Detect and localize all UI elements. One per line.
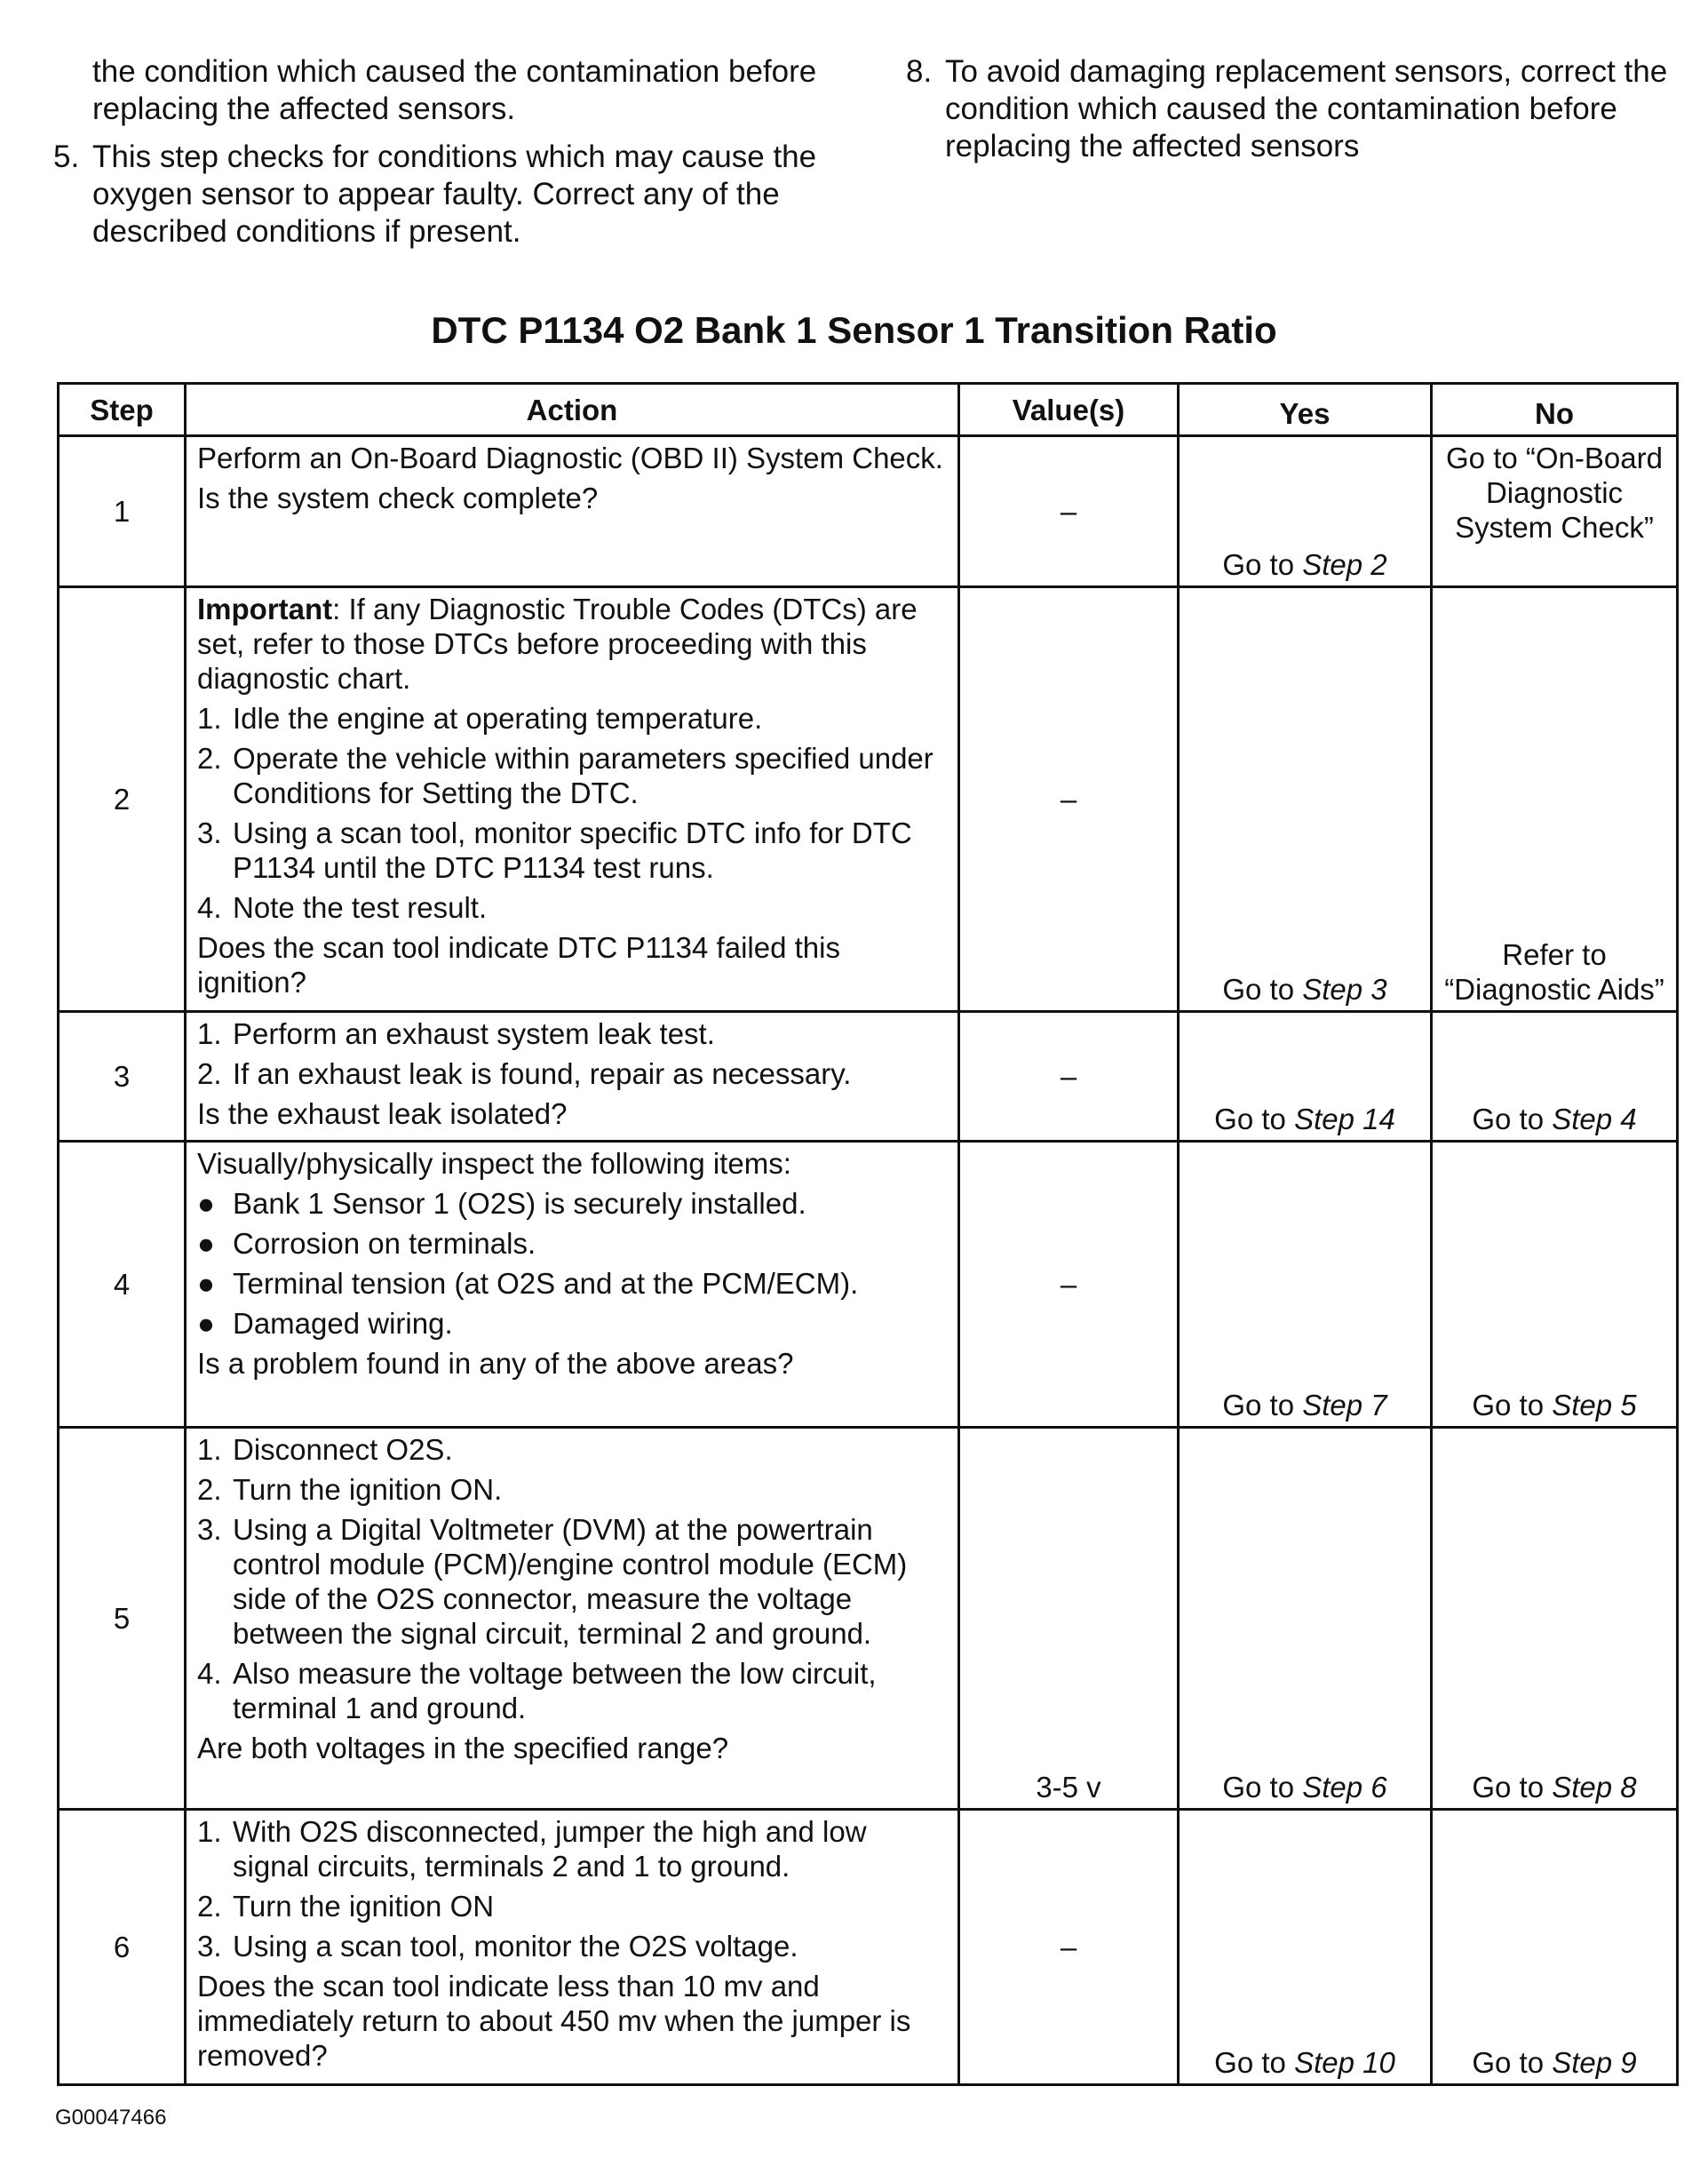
bullet-icon: ● bbox=[197, 1227, 215, 1260]
action-list-item: 3. Using a Digital Voltmeter (DVM) at the powertrain control module (PCM)/engine control module (ECM) side of the O2S connector, measure the voltage between the signal circuit, terminal 2 and ground. bbox=[197, 1512, 947, 1651]
bullet-icon: ● bbox=[197, 1307, 215, 1340]
action-list-item: 1. Idle the engine at operating temperature. bbox=[197, 702, 763, 735]
action-cell bbox=[186, 1428, 959, 1810]
document-code: G00047466 bbox=[55, 2106, 167, 2130]
table-row-step-4 bbox=[59, 1142, 1678, 1428]
goto-step-link: Step 9 bbox=[1552, 2046, 1637, 2079]
value-cell: – bbox=[959, 1142, 1179, 1428]
bullet-icon: ● bbox=[197, 1267, 215, 1300]
action-cell bbox=[186, 1810, 959, 2085]
action-list-item: 1. Perform an exhaust system leak test. bbox=[197, 1017, 715, 1050]
important-text: : If any Diagnostic Trouble Codes (DTCs) are set, refer to those DTCs before proceeding with this diagnostic chart. bbox=[197, 593, 918, 695]
action-item-text: Also measure the voltage between the low circuit, terminal 1 and ground. bbox=[233, 1657, 877, 1724]
goto-prefix: Go to bbox=[1214, 1103, 1286, 1135]
action-item-text: With O2S disconnected, jumper the high and low signal circuits, terminals 2 and 1 to ground. bbox=[233, 1815, 867, 1883]
goto-prefix: Go to bbox=[1222, 1389, 1295, 1421]
goto-step-link: Step 6 bbox=[1302, 1771, 1387, 1804]
goto-prefix: Go to bbox=[1472, 1771, 1545, 1804]
goto-prefix: Go to bbox=[1214, 2046, 1286, 2079]
bullet-text: Terminal tension (at O2S and at the PCM/ECM). bbox=[233, 1267, 859, 1300]
step-number: 2 bbox=[59, 587, 186, 1012]
table-row-step-2 bbox=[59, 587, 1678, 1012]
yes-cell bbox=[1179, 1012, 1432, 1142]
header-step: Step bbox=[59, 384, 186, 436]
yes-cell bbox=[1179, 1428, 1432, 1810]
goto-prefix: Go to bbox=[1222, 548, 1295, 581]
no-cell bbox=[1432, 1142, 1678, 1428]
step-number: 4 bbox=[59, 1142, 186, 1428]
intro-item-number: 5. bbox=[53, 139, 80, 174]
action-list-item: 2. Operate the vehicle within parameters specified under Conditions for Setting the DTC. bbox=[197, 741, 947, 810]
bullet-item bbox=[197, 1186, 947, 1221]
bullet-icon: ● bbox=[197, 1187, 215, 1220]
goto-prefix: Go to bbox=[1222, 973, 1295, 1006]
intro-item-8 bbox=[906, 53, 1688, 165]
action-list-item: 2. If an exhaust leak is found, repair as necessary. bbox=[197, 1057, 852, 1090]
header-no: No bbox=[1432, 384, 1678, 436]
intro-item-text: To avoid damaging replacement sensors, correct the condition which caused the contamination before replacing the affected sensors bbox=[945, 54, 1668, 163]
action-item-text: Disconnect O2S. bbox=[233, 1433, 453, 1466]
value-cell: – bbox=[959, 436, 1179, 587]
no-cell bbox=[1432, 1012, 1678, 1142]
action-item-text: Using a Digital Voltmeter (DVM) at the powertrain control module (PCM)/engine control module (ECM) side of the O2S connector, measure the voltage between the signal circuit, terminal 2 and ground. bbox=[233, 1513, 908, 1650]
header-values: Value(s) bbox=[959, 384, 1179, 436]
step-number: 5 bbox=[59, 1428, 186, 1810]
action-cell bbox=[186, 436, 959, 587]
action-question: Is a problem found in any of the above areas? bbox=[197, 1347, 794, 1380]
action-list-item: 4. Note the test result. bbox=[197, 891, 488, 924]
intro-item-5 bbox=[53, 139, 853, 251]
action-list-item: 2. Turn the ignition ON bbox=[197, 1890, 495, 1923]
action-item-text: Using a scan tool, monitor the O2S voltage. bbox=[233, 1930, 798, 1963]
goto-prefix: Go to bbox=[1472, 2046, 1545, 2079]
important-label: Important bbox=[197, 593, 333, 625]
action-list-item: 2. Turn the ignition ON. bbox=[197, 1473, 503, 1506]
action-list-item: 4. Also measure the voltage between the low circuit, terminal 1 and ground. bbox=[197, 1656, 947, 1725]
table-title: DTC P1134 O2 Bank 1 Sensor 1 Transition Ratio bbox=[431, 309, 1277, 351]
value-cell: – bbox=[959, 587, 1179, 1012]
goto-step-link: Step 7 bbox=[1302, 1389, 1387, 1421]
action-question: Does the scan tool indicate less than 10 mv and immediately return to about 450 mv when the jumper is removed? bbox=[197, 1970, 911, 2072]
action-list-item: 1. With O2S disconnected, jumper the high and low signal circuits, terminals 2 and 1 to ground. bbox=[197, 1814, 947, 1883]
action-intro: Visually/physically inspect the following items: bbox=[197, 1147, 791, 1180]
goto-step-link: Step 3 bbox=[1302, 973, 1387, 1006]
action-item-text: If an exhaust leak is found, repair as necessary. bbox=[233, 1057, 852, 1090]
table-row-step-5 bbox=[59, 1428, 1678, 1810]
action-item-text: Operate the vehicle within parameters specified under Conditions for Setting the DTC. bbox=[233, 742, 933, 809]
no-cell bbox=[1432, 1428, 1678, 1810]
goto-step-link: Step 5 bbox=[1552, 1389, 1637, 1421]
important-note bbox=[197, 592, 947, 696]
action-question: Are both voltages in the specified range? bbox=[197, 1732, 729, 1764]
action-question: Is the exhaust leak isolated? bbox=[197, 1097, 568, 1130]
no-cell: Go to “On-Board Diagnostic System Check” bbox=[1432, 436, 1678, 587]
value-cell: – bbox=[959, 1810, 1179, 2085]
intro-left-column bbox=[53, 53, 853, 251]
yes-cell bbox=[1179, 1810, 1432, 2085]
action-item-text: Perform an exhaust system leak test. bbox=[233, 1017, 715, 1050]
table-header-row bbox=[59, 384, 1678, 436]
step-number: 1 bbox=[59, 436, 186, 587]
header-yes: Yes bbox=[1179, 384, 1432, 436]
bullet-text: Damaged wiring. bbox=[233, 1307, 453, 1340]
bullet-text: Bank 1 Sensor 1 (O2S) is securely installed. bbox=[233, 1187, 806, 1220]
intro-item-text: This step checks for conditions which may cause the oxygen sensor to appear faulty. Correct any of the described conditions if present. bbox=[92, 139, 817, 249]
table-row-step-3 bbox=[59, 1012, 1678, 1142]
goto-step-link: Step 2 bbox=[1302, 548, 1387, 581]
value-cell: 3-5 v bbox=[959, 1428, 1179, 1810]
step-number: 3 bbox=[59, 1012, 186, 1142]
goto-prefix: Go to bbox=[1222, 1771, 1295, 1804]
goto-prefix: Go to bbox=[1472, 1103, 1545, 1135]
yes-cell bbox=[1179, 1142, 1432, 1428]
action-item-text: Turn the ignition ON bbox=[233, 1890, 495, 1923]
action-item-text: Note the test result. bbox=[233, 891, 488, 924]
bullet-text: Corrosion on terminals. bbox=[233, 1227, 536, 1260]
action-item-text: Idle the engine at operating temperature. bbox=[233, 702, 763, 735]
action-list-item: 3. Using a scan tool, monitor the O2S voltage. bbox=[197, 1930, 798, 1963]
action-cell bbox=[186, 1142, 959, 1428]
yes-cell bbox=[1179, 436, 1432, 587]
bullet-item bbox=[197, 1226, 947, 1261]
goto-step-link: Step 10 bbox=[1294, 2046, 1395, 2079]
action-cell bbox=[186, 587, 959, 1012]
goto-prefix: Go to bbox=[1472, 1389, 1545, 1421]
intro-right-column bbox=[906, 53, 1688, 165]
action-item-text: Turn the ignition ON. bbox=[233, 1473, 503, 1506]
intro-continuation-text: the condition which caused the contamination before replacing the affected sensors. bbox=[92, 54, 817, 126]
diagnostic-table bbox=[57, 382, 1679, 2086]
table-row-step-6 bbox=[59, 1810, 1678, 2085]
intro-item-number: 8. bbox=[906, 54, 933, 89]
header-action: Action bbox=[186, 384, 959, 436]
table-row-step-1 bbox=[59, 436, 1678, 587]
action-question: Is the system check complete? bbox=[197, 482, 599, 514]
action-intro: Perform an On-Board Diagnostic (OBD II) System Check. bbox=[197, 442, 943, 474]
value-cell: – bbox=[959, 1012, 1179, 1142]
yes-cell bbox=[1179, 587, 1432, 1012]
step-number: 6 bbox=[59, 1810, 186, 2085]
action-item-text: Using a scan tool, monitor specific DTC info for DTC P1134 until the DTC P1134 test runs. bbox=[233, 816, 912, 884]
action-list-item: 3. Using a scan tool, monitor specific DTC info for DTC P1134 until the DTC P1134 test runs. bbox=[197, 816, 947, 885]
action-list-item: 1. Disconnect O2S. bbox=[197, 1433, 453, 1466]
action-cell bbox=[186, 1012, 959, 1142]
goto-step-link: Step 4 bbox=[1552, 1103, 1637, 1135]
bullet-item bbox=[197, 1266, 947, 1301]
no-cell: Refer to “Diagnostic Aids” bbox=[1432, 587, 1678, 1012]
action-question: Does the scan tool indicate DTC P1134 failed this ignition? bbox=[197, 931, 840, 999]
no-cell bbox=[1432, 1810, 1678, 2085]
bullet-item bbox=[197, 1306, 947, 1341]
goto-step-link: Step 14 bbox=[1294, 1103, 1395, 1135]
goto-step-link: Step 8 bbox=[1552, 1771, 1637, 1804]
